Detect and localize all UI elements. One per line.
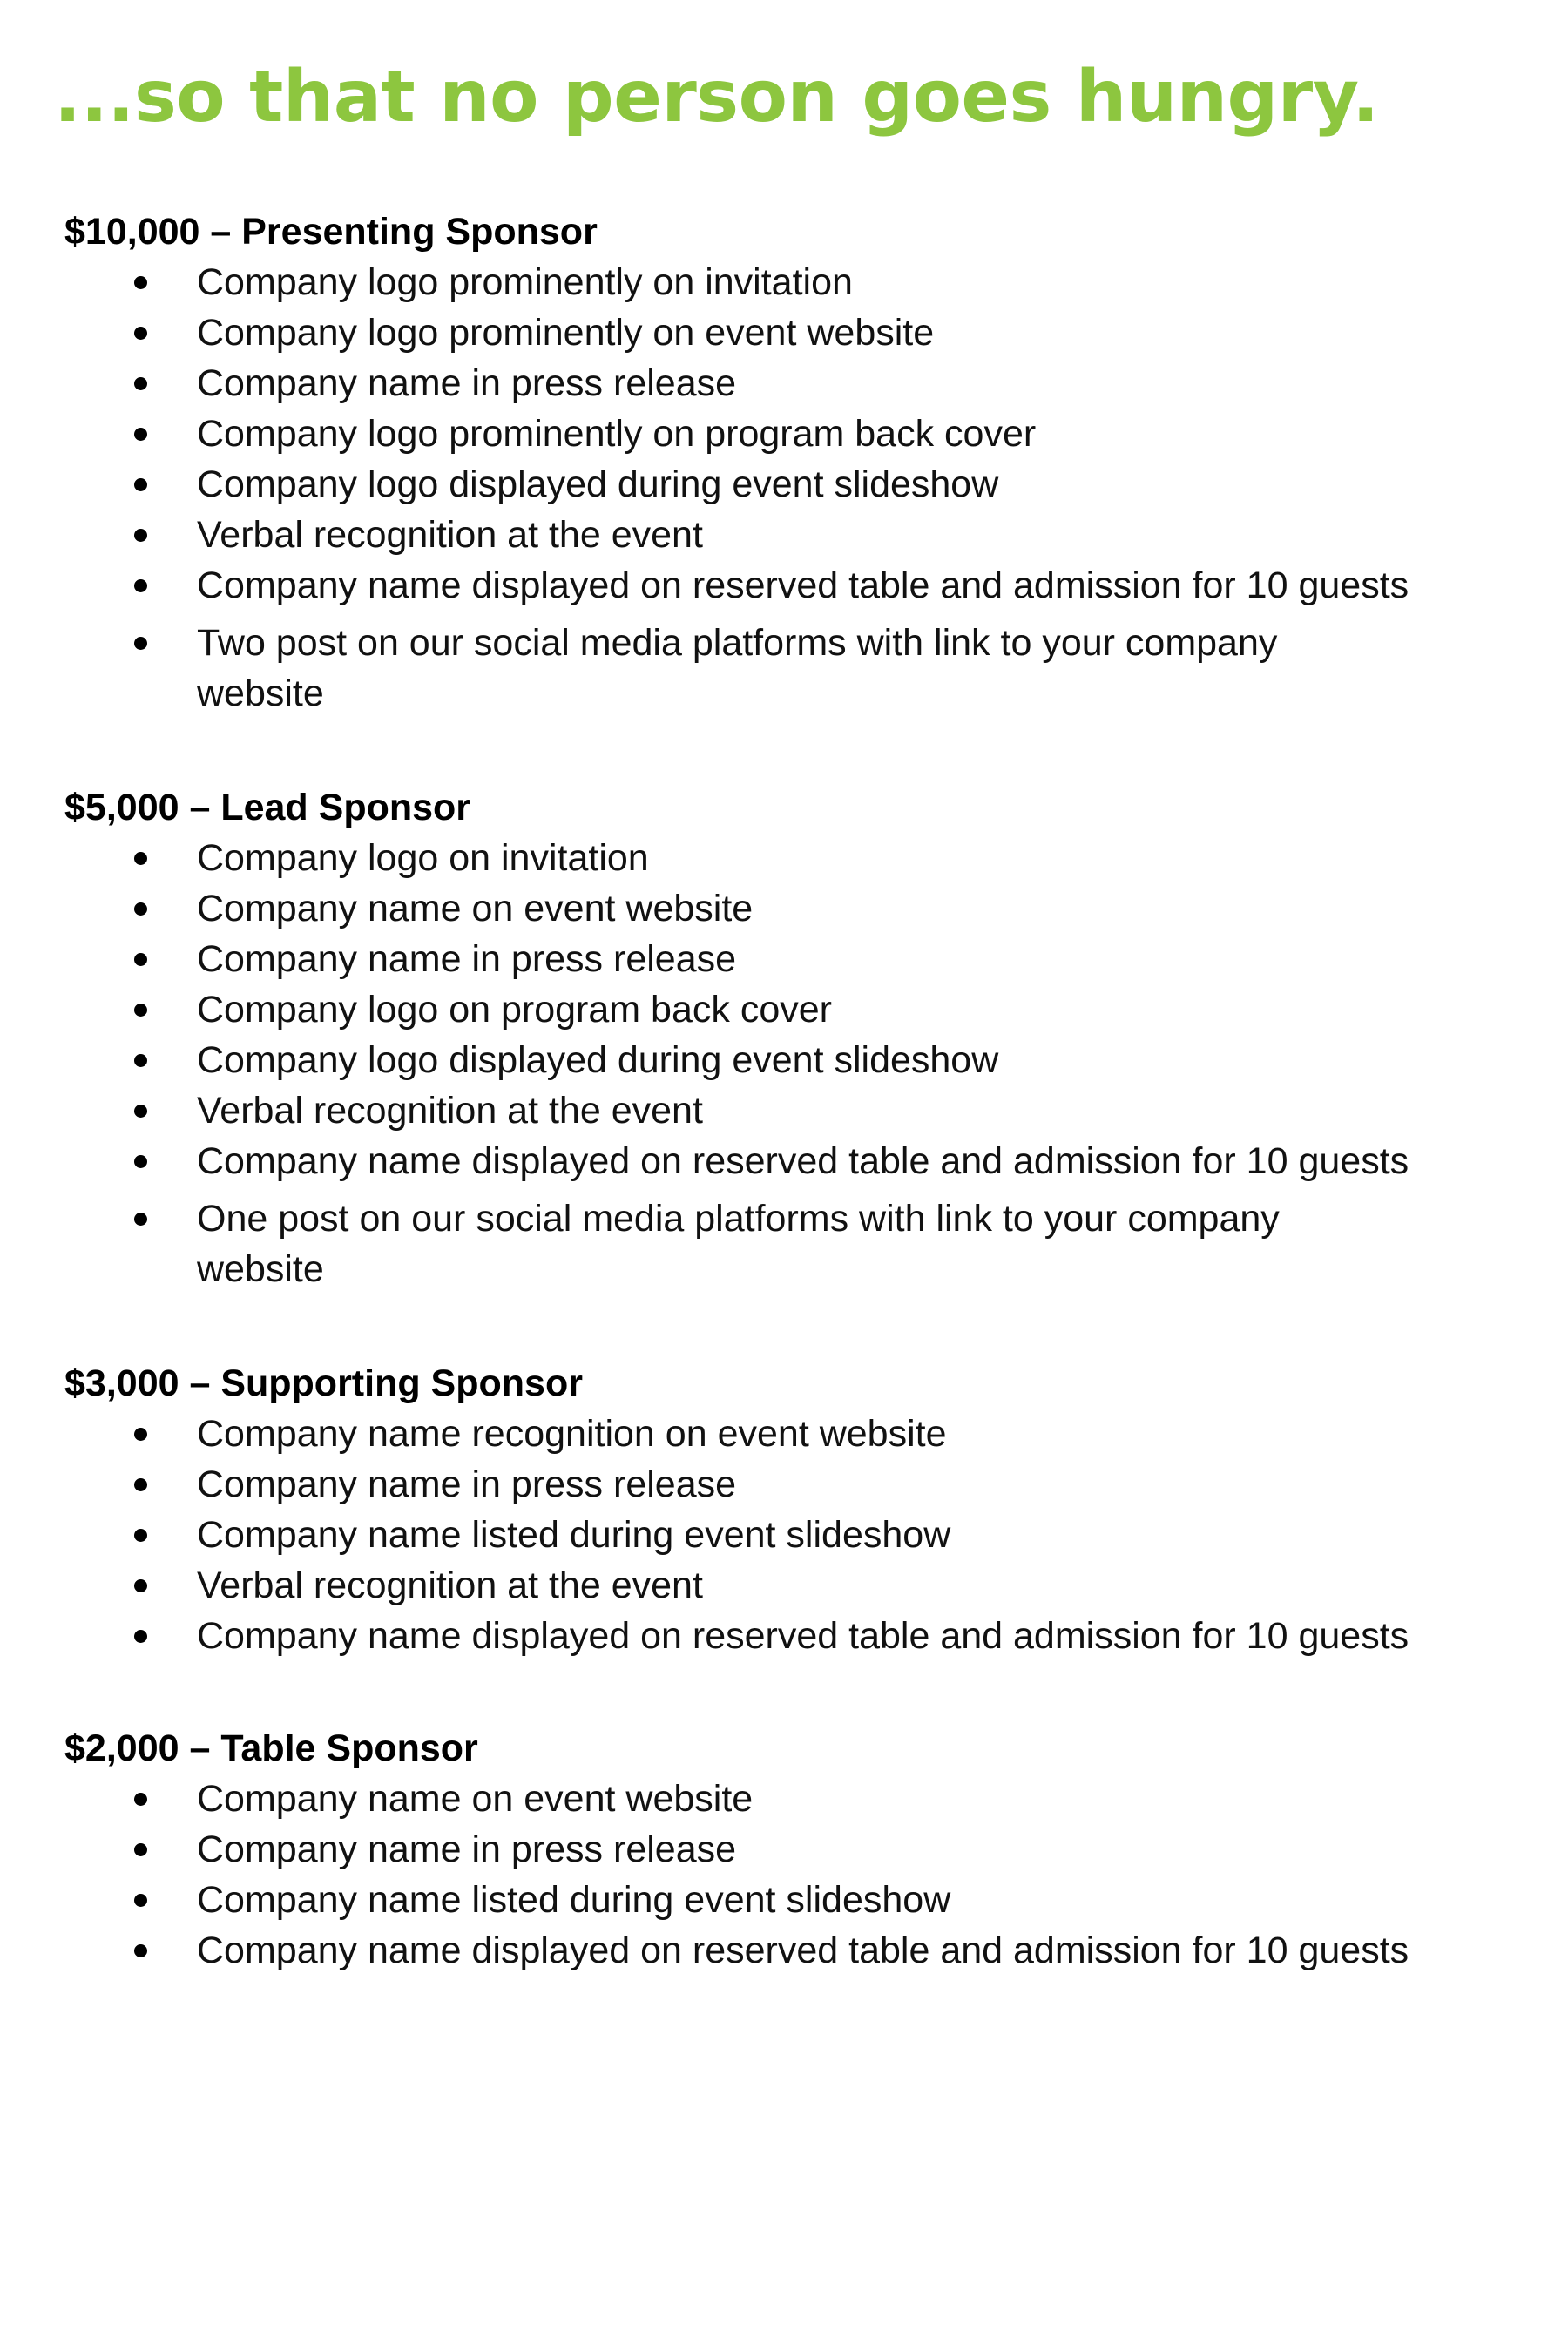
tier-heading: $2,000 – Table Sponsor (64, 1727, 478, 1769)
bullet-icon (134, 327, 147, 340)
benefit-item (64, 883, 1423, 934)
benefit-text: Company name recognition on event website (197, 1413, 947, 1455)
benefit-item (64, 618, 1355, 719)
benefit-text: Company logo displayed during event slideshow (197, 1039, 999, 1081)
benefit-item (64, 308, 1423, 358)
tier-heading: $3,000 – Supporting Sponsor (64, 1362, 583, 1404)
benefit-text: Company logo prominently on program back cover (197, 413, 1037, 455)
tier-heading: $5,000 – Lead Sponsor (64, 787, 471, 828)
benefit-item (64, 459, 1423, 510)
bullet-icon (134, 529, 147, 542)
benefit-text: Company name displayed on reserved table and admission for 10 guests (197, 564, 1409, 606)
benefit-item (64, 257, 1423, 308)
sponsor-tier-supporting (64, 1358, 1423, 1661)
tagline-heading: ...so that no person goes hungry. (54, 56, 1379, 139)
benefit-item (64, 833, 1423, 883)
bullet-icon (134, 1894, 147, 1907)
benefit-text: Company logo on program back cover (197, 989, 832, 1031)
benefit-item (64, 1136, 1423, 1186)
benefit-item (64, 934, 1423, 984)
benefit-item (64, 1035, 1423, 1085)
benefit-text: Company logo on invitation (197, 837, 649, 879)
benefit-list (64, 833, 1423, 1294)
benefit-text: Company logo displayed during event slideshow (197, 463, 999, 505)
bullet-icon (134, 1579, 147, 1592)
tier-heading: $10,000 – Presenting Sponsor (64, 211, 598, 253)
benefit-text: Company name on event website (197, 888, 754, 929)
benefit-text: One post on our social media platforms with link to your company website (197, 1198, 1280, 1290)
benefit-text: Company logo prominently on event website (197, 312, 935, 354)
bullet-icon (134, 1843, 147, 1856)
sponsor-tier-presenting (64, 206, 1423, 719)
benefit-text: Company name in press release (197, 1463, 737, 1505)
bullet-icon (134, 276, 147, 289)
bullet-icon (134, 637, 147, 650)
bullet-icon (134, 1155, 147, 1168)
bullet-icon (134, 1529, 147, 1542)
bullet-icon (134, 377, 147, 390)
benefit-item (64, 1193, 1355, 1294)
benefit-text: Company name in press release (197, 938, 737, 980)
bullet-icon (134, 1428, 147, 1441)
bullet-icon (134, 902, 147, 916)
bullet-icon (134, 1054, 147, 1067)
sponsor-tier-lead (64, 782, 1423, 1294)
benefit-text: Two post on our social media platforms with link to your company website (197, 622, 1278, 714)
benefit-text: Company name displayed on reserved table and admission for 10 guests (197, 1615, 1409, 1657)
bullet-icon (134, 1630, 147, 1643)
benefit-item (64, 1085, 1423, 1136)
benefit-text: Company name displayed on reserved table and admission for 10 guests (197, 1140, 1409, 1182)
benefit-text: Company name displayed on reserved table and admission for 10 guests (197, 1930, 1409, 1971)
benefit-item (64, 358, 1423, 409)
benefit-item (64, 409, 1423, 459)
benefit-item (64, 510, 1423, 560)
benefit-text: Company name in press release (197, 1828, 737, 1870)
bullet-icon (134, 1105, 147, 1118)
bullet-icon (134, 953, 147, 966)
benefit-text: Company name listed during event slideshow (197, 1879, 951, 1921)
benefit-item (64, 1409, 1423, 1459)
bullet-icon (134, 579, 147, 592)
benefit-item (64, 1774, 1423, 1824)
benefit-item (64, 984, 1423, 1035)
benefit-item (64, 1611, 1423, 1661)
benefit-item (64, 1510, 1423, 1560)
benefit-item (64, 1560, 1423, 1611)
bullet-icon (134, 1004, 147, 1017)
benefit-text: Company name listed during event slideshow (197, 1514, 951, 1556)
benefit-text: Verbal recognition at the event (197, 1565, 703, 1606)
benefit-item (64, 1925, 1423, 1976)
benefit-item (64, 1459, 1423, 1510)
benefit-list (64, 1774, 1423, 1976)
benefit-text: Company logo prominently on invitation (197, 261, 853, 303)
bullet-icon (134, 478, 147, 491)
benefit-item (64, 1824, 1423, 1875)
benefit-list (64, 1409, 1423, 1661)
bullet-icon (134, 1213, 147, 1226)
benefit-item (64, 1875, 1423, 1925)
benefit-list (64, 257, 1423, 719)
sponsor-tier-table (64, 1723, 1423, 1976)
bullet-icon (134, 1944, 147, 1957)
bullet-icon (134, 1478, 147, 1491)
bullet-icon (134, 1793, 147, 1806)
bullet-icon (134, 428, 147, 441)
benefit-text: Company name in press release (197, 362, 737, 404)
benefit-item (64, 560, 1423, 611)
benefit-text: Verbal recognition at the event (197, 514, 703, 556)
benefit-text: Company name on event website (197, 1778, 754, 1820)
bullet-icon (134, 852, 147, 865)
benefit-text: Verbal recognition at the event (197, 1090, 703, 1132)
